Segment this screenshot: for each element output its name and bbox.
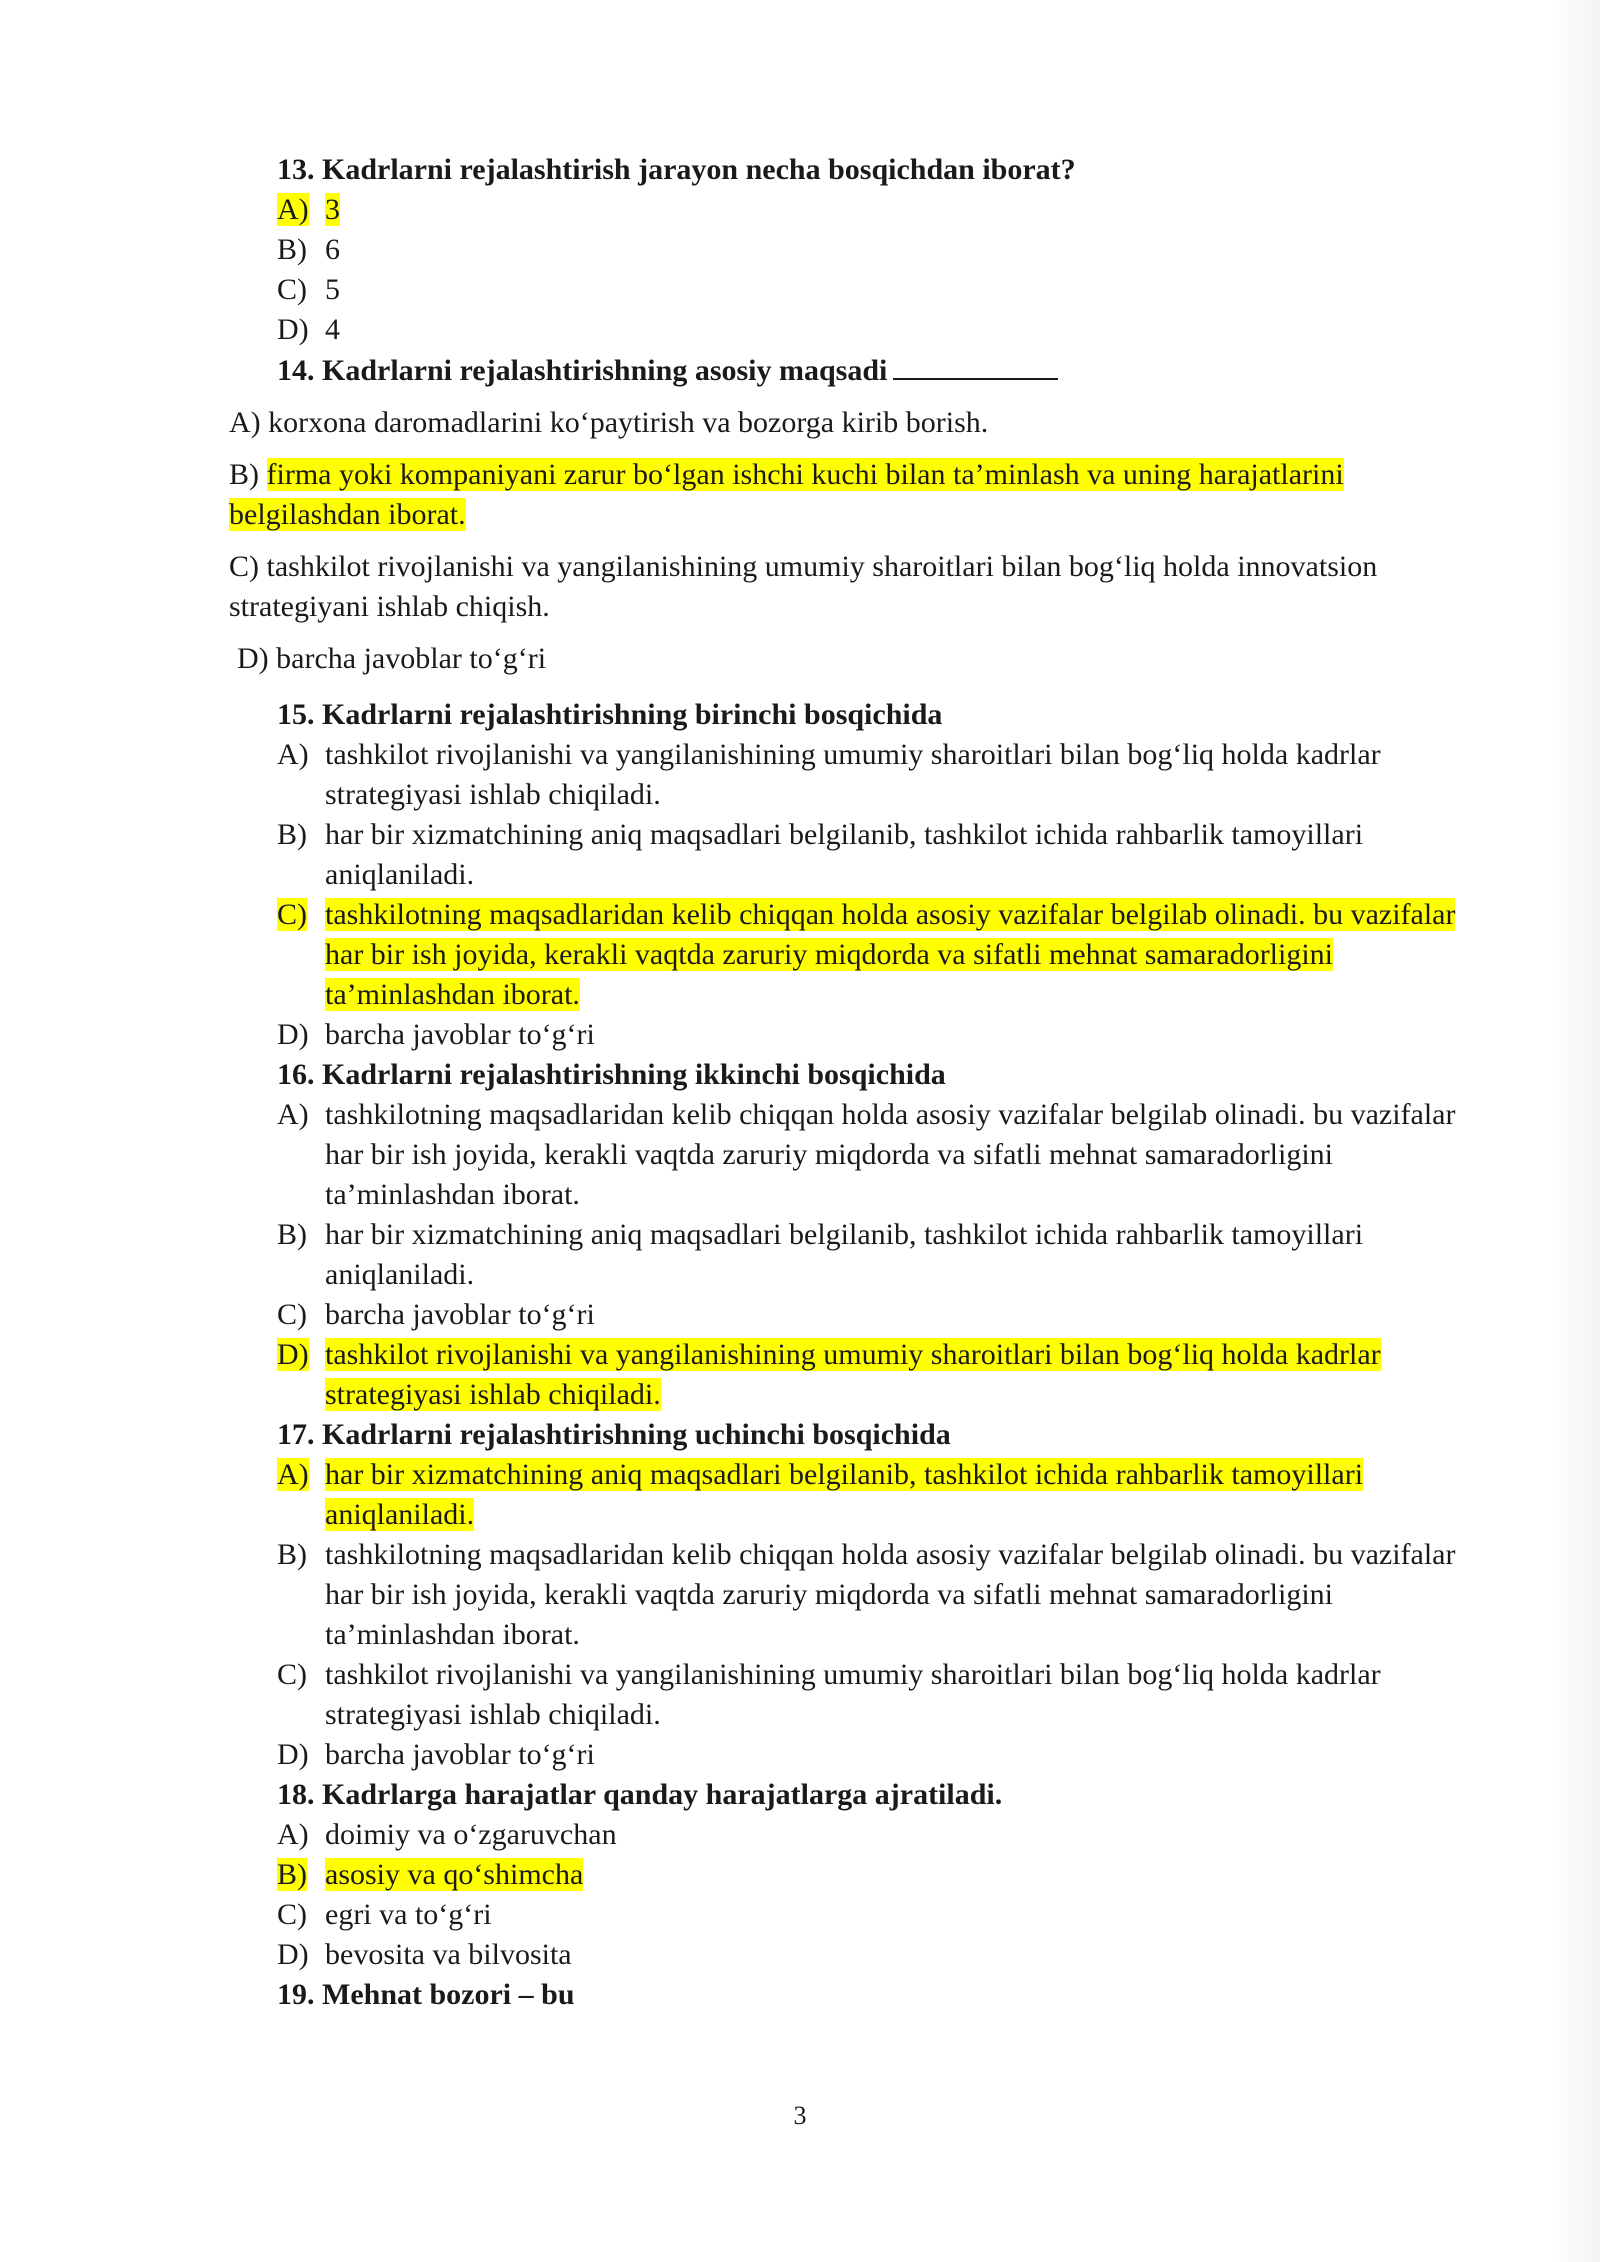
option-label: C) bbox=[277, 1898, 307, 1931]
page-number: 3 bbox=[793, 2101, 807, 2130]
option-label: A) bbox=[277, 1458, 309, 1491]
option-label: B) bbox=[229, 458, 259, 491]
option-label: D) bbox=[277, 1018, 309, 1051]
option-label: B) bbox=[277, 818, 307, 851]
question-title: 13. Kadrlarni rejalashtirish jarayon necha bosqichdan iborat? bbox=[277, 153, 1076, 186]
option-text: korxona daromadlarini ko‘paytirish va bozorga kirib borish. bbox=[268, 406, 989, 439]
option-label: C) bbox=[277, 1298, 307, 1331]
question-title-with-blank bbox=[277, 350, 1477, 391]
option-text: 3 bbox=[325, 193, 340, 226]
answer-option-paragraph bbox=[237, 639, 1482, 679]
option-text: tashkilot rivojlanishi va yangilanishining umumiy sharoitlari bilan bog‘liq holda kadrlar strategiyasi ishlab chiqiladi. bbox=[325, 1338, 1381, 1411]
option-text: 6 bbox=[325, 233, 340, 266]
option-label: B) bbox=[277, 233, 307, 266]
option-text: har bir xizmatchining aniq maqsadlari belgilanib, tashkilot ichida rahbarlik tamoyillari aniqlaniladi. bbox=[325, 1458, 1364, 1531]
option-label: D) bbox=[277, 1938, 309, 1971]
answer-option bbox=[277, 1935, 1477, 1975]
option-text: har bir xizmatchining aniq maqsadlari belgilanib, tashkilot ichida rahbarlik tamoyillari aniqlaniladi. bbox=[325, 1218, 1364, 1291]
question-list bbox=[0, 150, 1600, 2015]
option-text: bevosita va bilvosita bbox=[325, 1938, 572, 1971]
question-title: 18. Kadrlarga harajatlar qanday harajatlarga ajratiladi. bbox=[277, 1778, 1003, 1811]
answer-option-paragraph bbox=[229, 403, 1474, 443]
option-label: B) bbox=[277, 1218, 307, 1251]
option-text: barcha javoblar to‘g‘ri bbox=[325, 1018, 595, 1051]
answer-option-correct bbox=[277, 1335, 1477, 1415]
option-label: A) bbox=[277, 738, 309, 771]
option-text: barcha javoblar to‘g‘ri bbox=[276, 642, 547, 675]
answer-option-paragraph-correct bbox=[229, 455, 1474, 535]
question-title: 17. Kadrlarni rejalashtirishning uchinchi bosqichida bbox=[277, 1418, 951, 1451]
option-text: tashkilot rivojlanishi va yangilanishining umumiy sharoitlari bilan bog‘liq holda innovatsion strategiyani ishlab chiqish. bbox=[229, 550, 1378, 623]
question-title: 14. Kadrlarni rejalashtirishning asosiy maqsadi bbox=[277, 354, 888, 387]
option-label: A) bbox=[229, 406, 261, 439]
question-title: 15. Kadrlarni rejalashtirishning birinchi bosqichida bbox=[277, 698, 943, 731]
answer-option bbox=[277, 1095, 1477, 1215]
option-label: C) bbox=[277, 273, 307, 306]
option-label: D) bbox=[277, 1338, 309, 1371]
answer-option-correct bbox=[277, 895, 1477, 1015]
answer-option-correct bbox=[277, 1455, 1477, 1535]
answer-option bbox=[277, 1735, 1477, 1775]
option-label: B) bbox=[277, 1538, 307, 1571]
option-text: 4 bbox=[325, 313, 340, 346]
answer-option bbox=[277, 310, 1477, 350]
option-text: doimiy va o‘zgaruvchan bbox=[325, 1818, 617, 1851]
option-text: 5 bbox=[325, 273, 340, 306]
option-text: asosiy va qo‘shimcha bbox=[325, 1858, 584, 1891]
option-label: D) bbox=[237, 642, 269, 675]
answer-option bbox=[277, 1295, 1477, 1335]
option-label: B) bbox=[277, 1858, 307, 1891]
option-text: egri va to‘g‘ri bbox=[325, 1898, 492, 1931]
option-text: har bir xizmatchining aniq maqsadlari belgilanib, tashkilot ichida rahbarlik tamoyillari aniqlaniladi. bbox=[325, 818, 1364, 891]
option-text: tashkilotning maqsadlaridan kelib chiqqan holda asosiy vazifalar belgilab olinadi. bu vazifalar har bir ish joyida, kerakli vaqtda zaruriy miqdorda va sifatli mehnat samaradorligini ta’minlashdan iborat. bbox=[325, 1538, 1456, 1651]
answer-option bbox=[277, 1655, 1477, 1735]
option-text: tashkilotning maqsadlaridan kelib chiqqan holda asosiy vazifalar belgilab olinadi. bu vazifalar har bir ish joyida, kerakli vaqtda zaruriy miqdorda va sifatli mehnat samaradorligini ta’minlashdan iborat. bbox=[325, 1098, 1456, 1211]
option-text: tashkilot rivojlanishi va yangilanishining umumiy sharoitlari bilan bog‘liq holda kadrlar strategiyasi ishlab chiqiladi. bbox=[325, 1658, 1381, 1731]
option-text: barcha javoblar to‘g‘ri bbox=[325, 1738, 595, 1771]
answer-option bbox=[277, 1015, 1477, 1055]
answer-option bbox=[277, 1895, 1477, 1935]
option-label: C) bbox=[277, 1658, 307, 1691]
answer-option bbox=[277, 735, 1477, 815]
option-label: D) bbox=[277, 1738, 309, 1771]
answer-option bbox=[277, 1815, 1477, 1855]
answer-option-correct bbox=[277, 1855, 1477, 1895]
question-title: 16. Kadrlarni rejalashtirishning ikkinchi bosqichida bbox=[277, 1058, 946, 1091]
option-text: tashkilot rivojlanishi va yangilanishining umumiy sharoitlari bilan bog‘liq holda kadrlar strategiyasi ishlab chiqiladi. bbox=[325, 738, 1381, 811]
option-text: tashkilotning maqsadlaridan kelib chiqqan holda asosiy vazifalar belgilab olinadi. bu vazifalar har bir ish joyida, kerakli vaqtda zaruriy miqdorda va sifatli mehnat samaradorligini ta’minlashdan iborat. bbox=[325, 898, 1456, 1011]
answer-option bbox=[277, 1535, 1477, 1655]
answer-option-correct bbox=[277, 190, 1477, 230]
option-label: C) bbox=[277, 898, 307, 931]
option-label: D) bbox=[277, 313, 309, 346]
option-label: A) bbox=[277, 193, 309, 226]
option-text: firma yoki kompaniyani zarur bo‘lgan ishchi kuchi bilan ta’minlash va uning harajatlarini belgilashdan iborat. bbox=[229, 458, 1344, 531]
answer-option bbox=[277, 270, 1477, 310]
option-label: A) bbox=[277, 1098, 309, 1131]
option-text: barcha javoblar to‘g‘ri bbox=[325, 1298, 595, 1331]
question-title: 19. Mehnat bozori – bu bbox=[277, 1978, 575, 2011]
option-label: A) bbox=[277, 1818, 309, 1851]
option-label: C) bbox=[229, 550, 259, 583]
fill-in-blank bbox=[893, 350, 1058, 380]
answer-option bbox=[277, 1215, 1477, 1295]
answer-option bbox=[277, 815, 1477, 895]
answer-option-paragraph bbox=[229, 547, 1474, 627]
answer-option bbox=[277, 230, 1477, 270]
